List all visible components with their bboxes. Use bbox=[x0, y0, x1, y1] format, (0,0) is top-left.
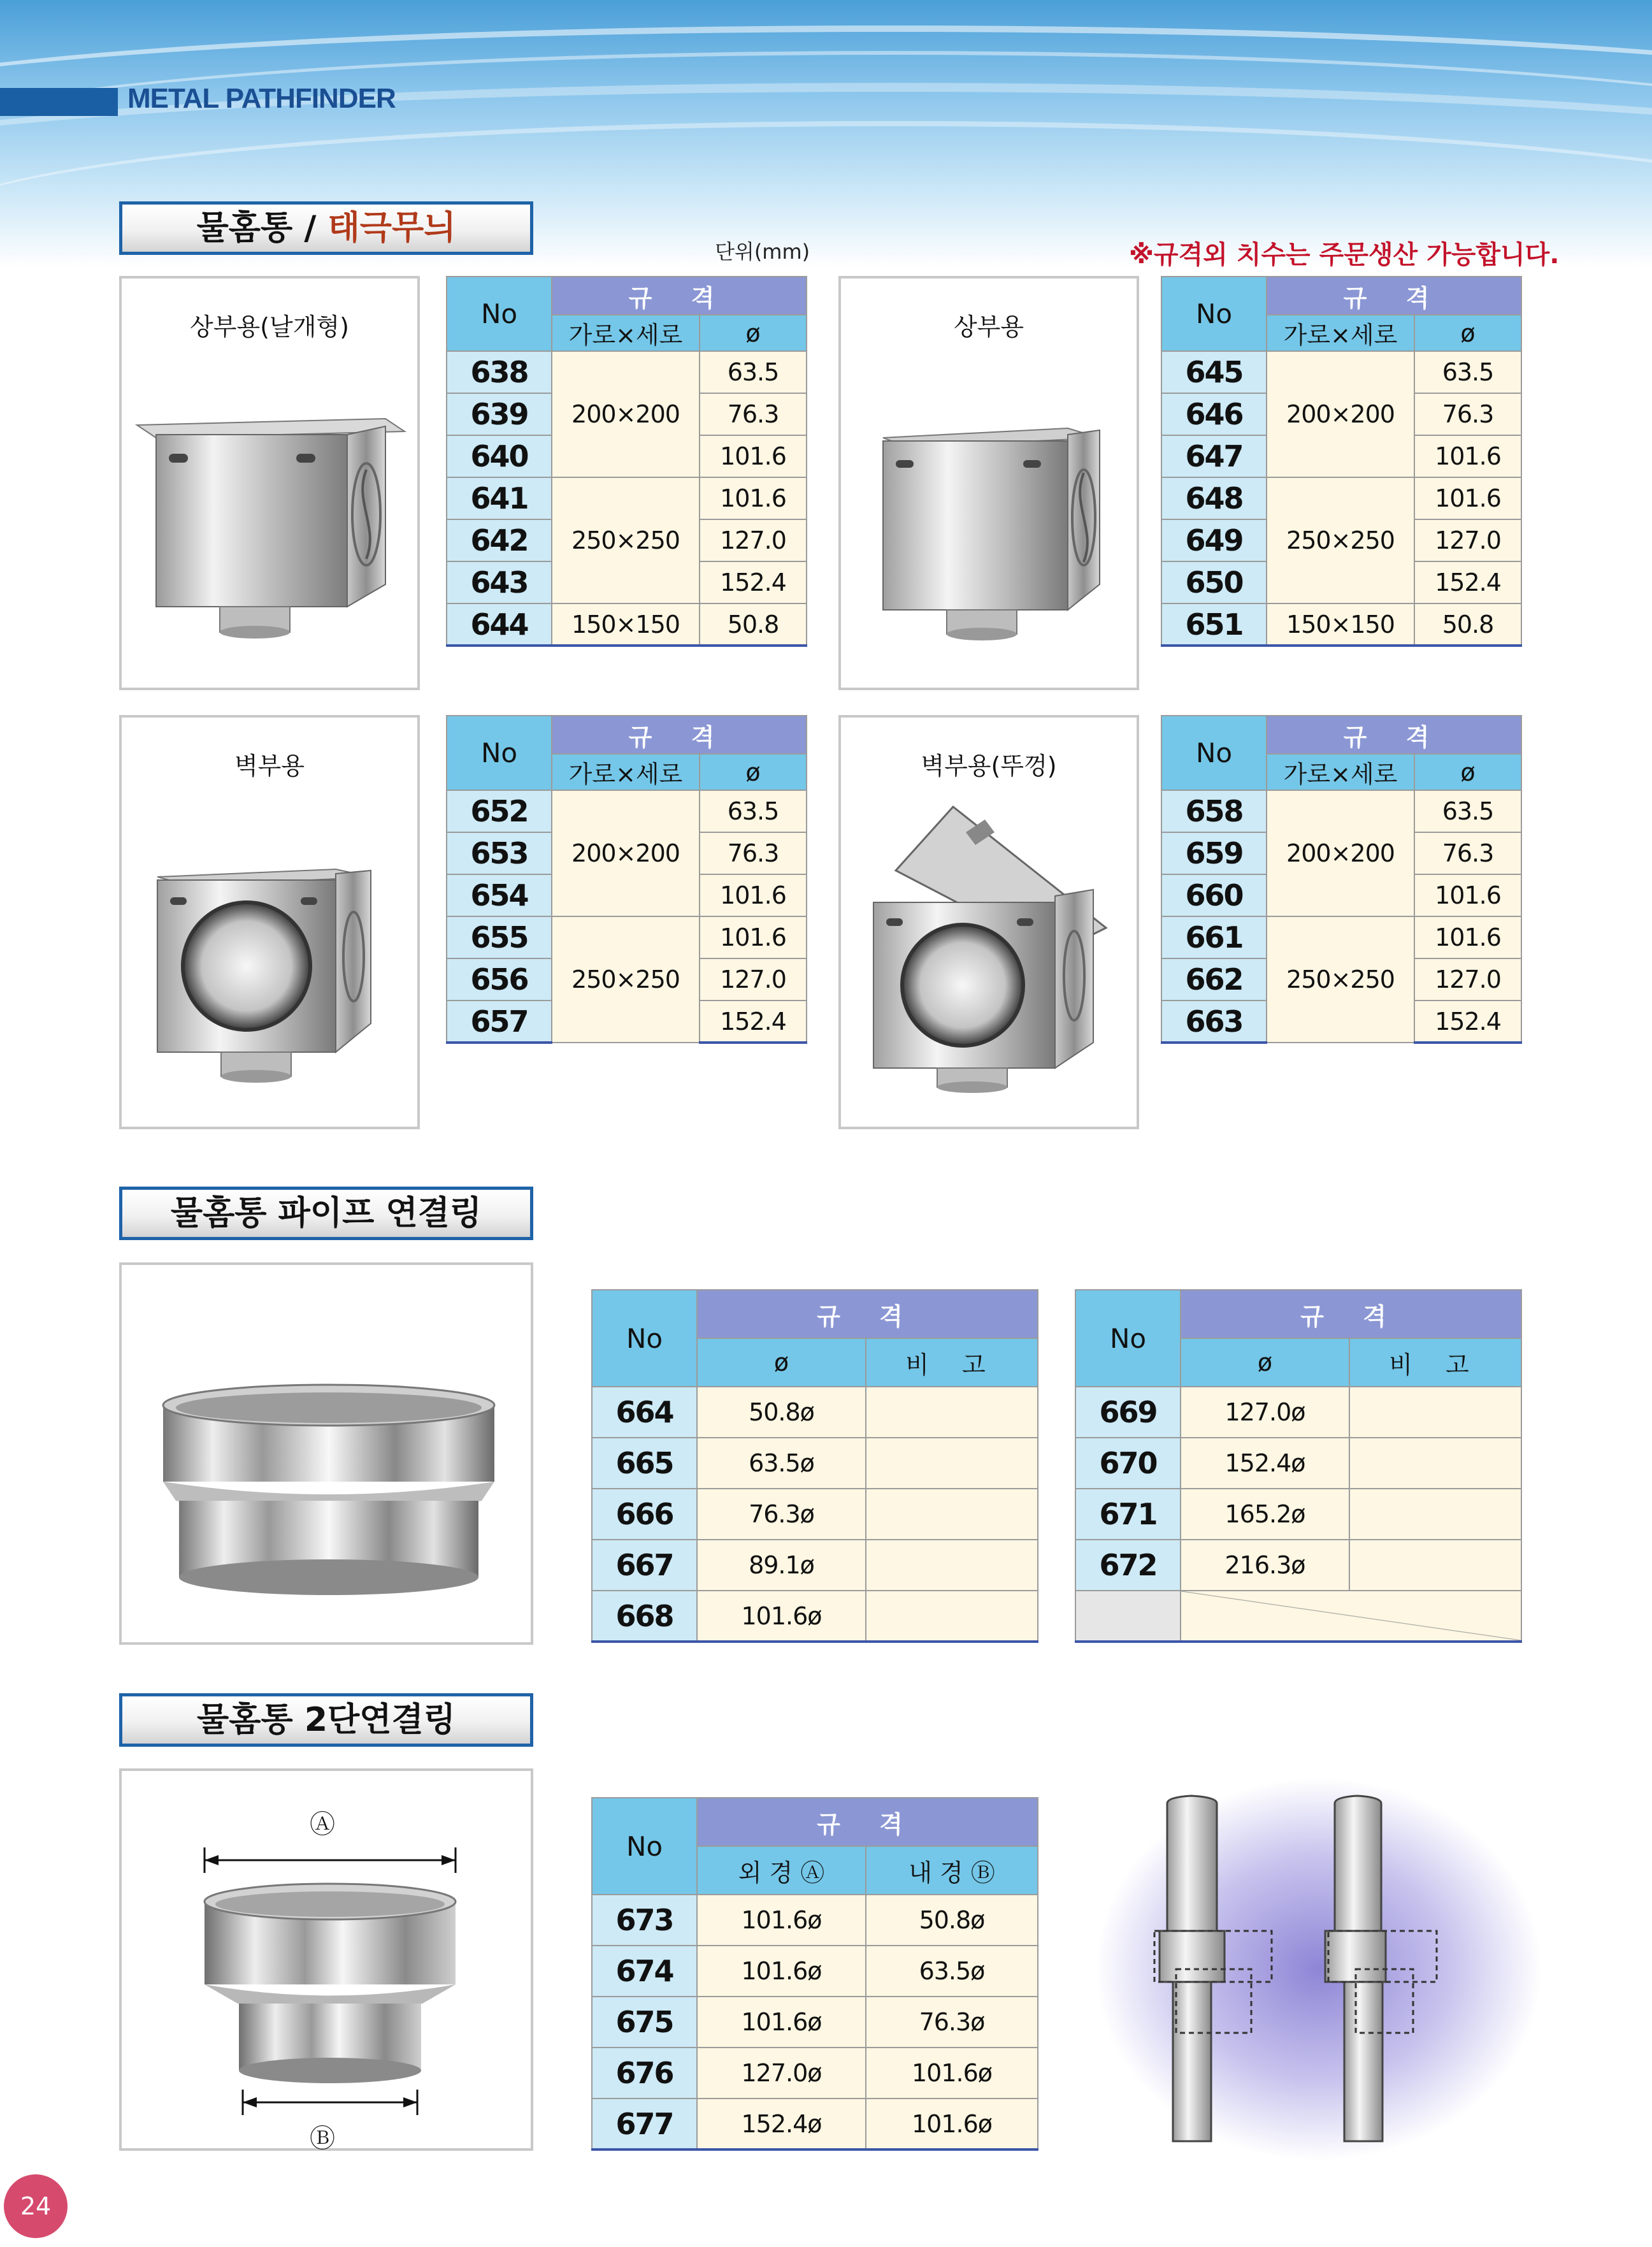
col-header-no: No bbox=[592, 1798, 697, 1895]
table-row-no: 668 bbox=[592, 1591, 697, 1642]
remark-cell bbox=[1349, 1387, 1521, 1438]
table-row-no: 647 bbox=[1161, 435, 1267, 477]
section-title-main: 물홈통 / bbox=[196, 209, 328, 247]
table-row-no: 639 bbox=[447, 393, 552, 435]
spec-table-top-wing bbox=[446, 276, 807, 647]
table-row-no: 674 bbox=[592, 1946, 697, 1997]
col-header-diameter: ø bbox=[700, 315, 807, 351]
table-row-no: 641 bbox=[447, 477, 552, 519]
custom-order-note: ※규격외 치수는 주문생산 가능합니다. bbox=[1129, 240, 1560, 270]
unit-label: 단위(mm) bbox=[715, 240, 810, 264]
inner-diameter-cell: 76.3ø bbox=[866, 1997, 1038, 2048]
table-row-no: 662 bbox=[1161, 958, 1267, 1001]
diameter-cell: 76.3 bbox=[1414, 832, 1521, 874]
outer-diameter-cell: 152.4ø bbox=[697, 2099, 866, 2149]
col-header-no: No bbox=[1075, 1290, 1181, 1387]
col-header-size: 가로×세로 bbox=[552, 754, 700, 790]
product-image-box-top-wing bbox=[119, 276, 420, 690]
table-row-no: 643 bbox=[447, 561, 552, 603]
inner-diameter-cell: 50.8ø bbox=[866, 1895, 1038, 1946]
gutter-box-top-image bbox=[864, 400, 1119, 654]
col-header-diameter: ø bbox=[1414, 754, 1521, 790]
diameter-cell: 101.6 bbox=[1414, 916, 1521, 958]
table-row-no: 649 bbox=[1161, 519, 1267, 561]
col-header-size: 가로×세로 bbox=[1267, 754, 1414, 790]
table-row-no: 675 bbox=[592, 1997, 697, 2048]
diameter-cell: 101.6 bbox=[700, 477, 807, 519]
product-caption: 상부용 bbox=[953, 313, 1024, 341]
diameter-cell: 63.5 bbox=[700, 351, 807, 393]
spec-table-pipe-ring-a bbox=[591, 1289, 1038, 1643]
table-row-no: 659 bbox=[1161, 832, 1267, 874]
table-row-no: 677 bbox=[592, 2099, 697, 2149]
inner-diameter-cell: 101.6ø bbox=[866, 2048, 1038, 2099]
diameter-cell: 127.0 bbox=[1414, 958, 1521, 1001]
col-header-spec: 규 격 bbox=[552, 277, 807, 315]
table-row-no: 656 bbox=[447, 958, 552, 1001]
col-header-spec: 규 격 bbox=[1267, 716, 1521, 754]
table-row-no: 660 bbox=[1161, 874, 1267, 916]
table-row-no: 663 bbox=[1161, 1001, 1267, 1043]
size-cell: 250×250 bbox=[552, 916, 700, 1043]
diameter-cell: 127.0 bbox=[700, 958, 807, 1001]
table-row-no: 648 bbox=[1161, 477, 1267, 519]
page-number: 24 bbox=[4, 2174, 68, 2238]
diameter-cell: 50.8ø bbox=[697, 1387, 866, 1438]
spec-table-two-stage-ring bbox=[591, 1797, 1038, 2151]
col-header-spec: 규 격 bbox=[697, 1798, 1038, 1846]
diameter-cell: 152.4 bbox=[1414, 1001, 1521, 1043]
table-row-no: 654 bbox=[447, 874, 552, 916]
table-row-no: 669 bbox=[1075, 1387, 1181, 1438]
diameter-cell: 76.3 bbox=[700, 393, 807, 435]
size-cell: 200×200 bbox=[552, 790, 700, 916]
gutter-box-lid-image bbox=[858, 794, 1125, 1094]
diameter-cell: 50.8 bbox=[700, 603, 807, 646]
col-header-no: No bbox=[1161, 716, 1267, 790]
gutter-box-wall-image bbox=[145, 851, 399, 1106]
brand-title: METAL PATHFINDER bbox=[127, 83, 396, 114]
table-row-no: 658 bbox=[1161, 790, 1267, 832]
outer-diameter-cell: 101.6ø bbox=[697, 1997, 866, 2048]
diameter-cell: 101.6 bbox=[700, 435, 807, 477]
diameter-cell: 127.0 bbox=[1414, 519, 1521, 561]
table-row-no: 642 bbox=[447, 519, 552, 561]
col-header-spec: 규 격 bbox=[552, 716, 807, 754]
product-caption: 벽부용(뚜껑) bbox=[921, 752, 1057, 780]
inner-diameter-cell: 63.5ø bbox=[866, 1946, 1038, 1997]
table-row-no: 661 bbox=[1161, 916, 1267, 958]
col-header-outer-diameter: 외 경 Ⓐ bbox=[697, 1846, 866, 1895]
size-cell: 200×200 bbox=[552, 351, 700, 477]
table-row-no: 651 bbox=[1161, 603, 1267, 646]
table-row-no: 676 bbox=[592, 2048, 697, 2099]
gutter-box-winged-image bbox=[131, 393, 411, 648]
col-header-no: No bbox=[447, 716, 552, 790]
spec-table-top bbox=[1161, 276, 1522, 647]
col-header-diameter: ø bbox=[700, 754, 807, 790]
section-title-accent: 태극무늬 bbox=[327, 209, 456, 247]
col-header-no: No bbox=[1161, 277, 1267, 351]
outer-diameter-cell: 101.6ø bbox=[697, 1895, 866, 1946]
remark-cell bbox=[1349, 1438, 1521, 1489]
diameter-cell: 63.5 bbox=[700, 790, 807, 832]
size-cell: 200×200 bbox=[1267, 351, 1414, 477]
diameter-cell: 76.3 bbox=[1414, 393, 1521, 435]
table-row-no: 657 bbox=[447, 1001, 552, 1043]
diameter-cell: 127.0ø bbox=[1181, 1387, 1349, 1438]
outer-diameter-cell: 127.0ø bbox=[697, 2048, 866, 2099]
diameter-cell: 76.3ø bbox=[697, 1489, 866, 1540]
outer-diameter-cell: 101.6ø bbox=[697, 1946, 866, 1997]
inner-diameter-cell: 101.6ø bbox=[866, 2099, 1038, 2149]
table-row-no: 645 bbox=[1161, 351, 1267, 393]
diameter-cell: 101.6 bbox=[700, 916, 807, 958]
table-row-no: 640 bbox=[447, 435, 552, 477]
table-row-no: 672 bbox=[1075, 1540, 1181, 1591]
table-row-no: 655 bbox=[447, 916, 552, 958]
table-row-no: 653 bbox=[447, 832, 552, 874]
table-row-no: 666 bbox=[592, 1489, 697, 1540]
product-image-box-wall-lid bbox=[838, 715, 1139, 1129]
table-row-no: 670 bbox=[1075, 1438, 1181, 1489]
diameter-cell: 50.8 bbox=[1414, 603, 1521, 646]
section-title-taegeuk bbox=[119, 201, 533, 255]
product-image-box-wall bbox=[119, 715, 420, 1129]
product-image-box-pipe-ring bbox=[119, 1262, 533, 1645]
diameter-cell: 101.6ø bbox=[697, 1591, 866, 1642]
diameter-cell: 152.4ø bbox=[1181, 1438, 1349, 1489]
table-row-no: 673 bbox=[592, 1895, 697, 1946]
spec-table-pipe-ring-b bbox=[1075, 1289, 1522, 1643]
diameter-cell: 63.5 bbox=[1414, 351, 1521, 393]
col-header-diameter: ø bbox=[1181, 1338, 1349, 1387]
col-header-diameter: ø bbox=[697, 1338, 866, 1387]
brand-bar bbox=[0, 88, 118, 116]
remark-cell bbox=[866, 1489, 1038, 1540]
diameter-cell: 89.1ø bbox=[697, 1540, 866, 1591]
table-row-no: 638 bbox=[447, 351, 552, 393]
col-header-spec: 규 격 bbox=[697, 1290, 1038, 1338]
col-header-remark: 비 고 bbox=[1349, 1338, 1521, 1387]
col-header-size: 가로×세로 bbox=[1267, 315, 1414, 351]
col-header-no: No bbox=[447, 277, 552, 351]
empty-no-cell bbox=[1075, 1591, 1181, 1642]
spec-table-wall-lid bbox=[1161, 715, 1522, 1044]
pipe-connection-diagram bbox=[1096, 1778, 1542, 2173]
diameter-cell: 101.6 bbox=[1414, 874, 1521, 916]
table-row-no: 671 bbox=[1075, 1489, 1181, 1540]
pipe-ring-image bbox=[150, 1380, 507, 1609]
product-caption: 벽부용 bbox=[234, 752, 305, 780]
section-title-pipe-ring: 물홈통 파이프 연결링 bbox=[119, 1187, 533, 1240]
col-header-remark: 비 고 bbox=[866, 1338, 1038, 1387]
col-header-spec: 규 격 bbox=[1181, 1290, 1521, 1338]
table-row-no: 650 bbox=[1161, 561, 1267, 603]
diameter-cell: 216.3ø bbox=[1181, 1540, 1349, 1591]
size-cell: 250×250 bbox=[1267, 916, 1414, 1043]
section-title-two-stage-ring: 물홈통 2단연결링 bbox=[119, 1693, 533, 1747]
remark-cell bbox=[866, 1591, 1038, 1642]
product-image-box-top bbox=[838, 276, 1139, 690]
diameter-cell: 152.4 bbox=[1414, 561, 1521, 603]
remark-cell bbox=[866, 1540, 1038, 1591]
diameter-cell: 165.2ø bbox=[1181, 1489, 1349, 1540]
col-header-spec: 규 격 bbox=[1267, 277, 1521, 315]
diameter-cell: 152.4 bbox=[700, 561, 807, 603]
diameter-cell: 127.0 bbox=[700, 519, 807, 561]
table-row-no: 667 bbox=[592, 1540, 697, 1591]
remark-cell bbox=[1349, 1489, 1521, 1540]
diameter-cell: 63.5ø bbox=[697, 1438, 866, 1489]
product-caption: 상부용(날개형) bbox=[190, 313, 349, 341]
diameter-cell: 63.5 bbox=[1414, 790, 1521, 832]
product-image-box-two-stage-ring bbox=[119, 1768, 533, 2151]
size-cell: 250×250 bbox=[552, 477, 700, 603]
diameter-cell: 152.4 bbox=[700, 1001, 807, 1043]
diameter-cell: 101.6 bbox=[700, 874, 807, 916]
diameter-cell: 76.3 bbox=[700, 832, 807, 874]
diameter-cell: 101.6 bbox=[1414, 477, 1521, 519]
col-header-diameter: ø bbox=[1414, 315, 1521, 351]
table-row-no: 646 bbox=[1161, 393, 1267, 435]
diameter-cell: 101.6 bbox=[1414, 435, 1521, 477]
dimension-label-b: Ⓑ bbox=[310, 2124, 335, 2153]
col-header-inner-diameter: 내 경 Ⓑ bbox=[866, 1846, 1038, 1895]
table-row-no: 665 bbox=[592, 1438, 697, 1489]
empty-diagonal-cell bbox=[1181, 1591, 1521, 1642]
remark-cell bbox=[1349, 1540, 1521, 1591]
size-cell: 250×250 bbox=[1267, 477, 1414, 603]
size-cell: 200×200 bbox=[1267, 790, 1414, 916]
size-cell: 150×150 bbox=[552, 603, 700, 646]
col-header-size: 가로×세로 bbox=[552, 315, 700, 351]
remark-cell bbox=[866, 1387, 1038, 1438]
dimension-label-a: Ⓐ bbox=[310, 1810, 335, 1839]
table-row-no: 644 bbox=[447, 603, 552, 646]
table-row-no: 664 bbox=[592, 1387, 697, 1438]
remark-cell bbox=[866, 1438, 1038, 1489]
table-row-no: 652 bbox=[447, 790, 552, 832]
spec-table-wall bbox=[446, 715, 807, 1044]
size-cell: 150×150 bbox=[1267, 603, 1414, 646]
col-header-no: No bbox=[592, 1290, 697, 1387]
